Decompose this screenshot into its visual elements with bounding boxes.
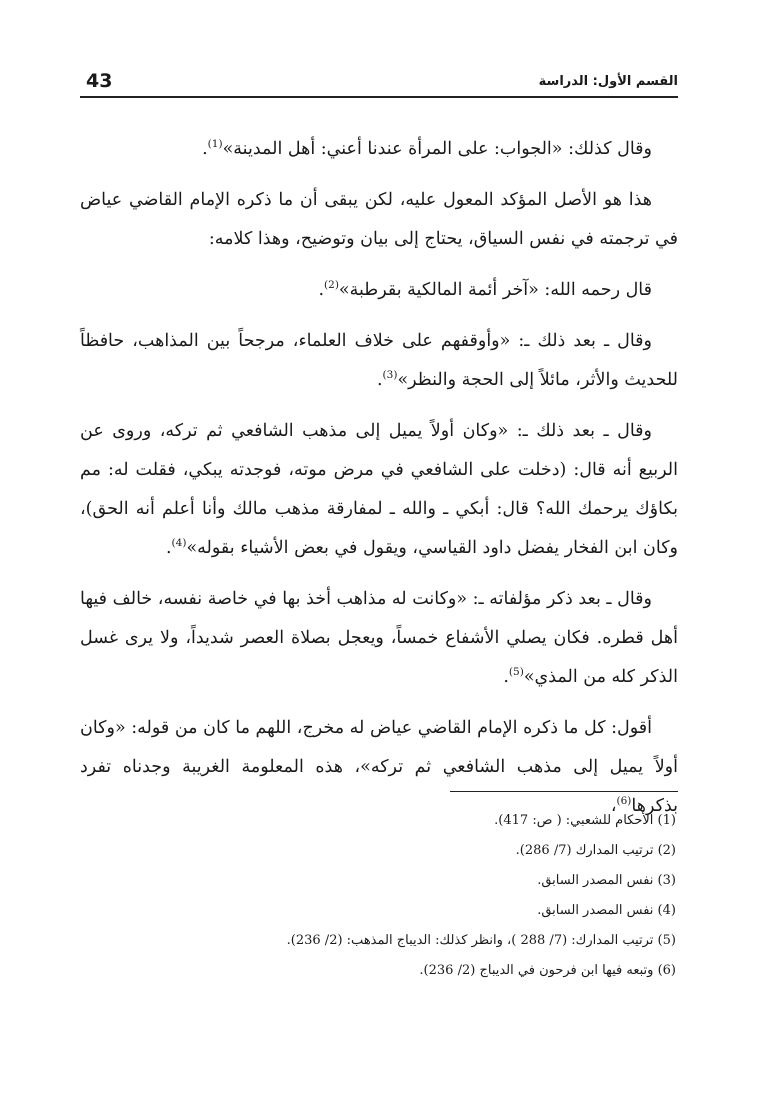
running-title: القسم الأول: الدراسة bbox=[538, 74, 678, 89]
footnote: (5) ترتيب المدارك: (7/ 288 )، وانظر كذلك: الديباج المذهب: (2/ 236). bbox=[286, 933, 676, 948]
footnote: (1) الأحكام للشعبي: ( ص: 417). bbox=[494, 813, 676, 828]
footnotes bbox=[80, 806, 678, 986]
footnote: (3) نفس المصدر السابق. bbox=[537, 873, 676, 888]
paragraph: هذا هو الأصل المؤكد المعول عليه، لكن يبقى أن ما ذكره الإمام القاضي عياض في ترجمته في نفس السياق، يحتاج إلى بيان وتوضيح، وهذا كلامه: bbox=[80, 190, 678, 249]
paragraph: وقال ـ بعد ذلك ـ: «وكان أولاً يميل إلى مذهب الشافعي ثم تركه، وروى عن الربيع أنه قال: (دخلت على الشافعي في مرض موته، فوجدته يبكي، فقلت له: مم بكاؤك يرحمك الله؟ قال: أبكي ـ والله ـ لمفارقة مذهب مالك وأنا أعلم أنه الحق)، وكان ابن الفخار يفضل داود القياسي، ويقول في بعض الأشياء بقوله»$^{(4)}$. bbox=[80, 421, 678, 558]
footnote-ref: (1) bbox=[207, 138, 223, 150]
footnote-ref: (2) bbox=[324, 279, 339, 291]
footnote: (2) ترتيب المدارك (7/ 286). bbox=[515, 843, 676, 858]
paragraph: أقول: كل ما ذكره الإمام القاضي عياض له مخرج، اللهم ما كان من قوله: «وكان أولاً يميل إلى مذهب الشافعي ثم تركه»، هذه المعلومة الغريبة وجدناه تفرد بذكرها$^{(6)}$، bbox=[80, 718, 678, 816]
footnote-ref: (3) bbox=[382, 369, 398, 381]
body-text bbox=[80, 130, 678, 838]
page-number: 43 bbox=[86, 70, 113, 92]
paragraph: وقال ـ بعد ذكر مؤلفاته ـ: «وكانت له مذاهب أخذ بها في خاصة نفسه، خالف فيها أهل قطره. فكان يصلي الأشفاع خمساً، ويعجل بصلاة العصر شديداً، ولا يرى غسل الذكر كله من المذي»$^{(5)}$. bbox=[80, 589, 678, 687]
paragraph: وقال كذلك: «الجواب: على المرأة عندنا أعني: أهل المدينة»$^{(1)}$. bbox=[202, 138, 652, 159]
footnote: (6) وتبعه فيها ابن فرحون في الديباج (2/ 236). bbox=[419, 963, 676, 978]
page-header bbox=[80, 70, 678, 98]
footnote-ref: (4) bbox=[171, 537, 187, 549]
footnote: (4) نفس المصدر السابق. bbox=[537, 903, 676, 918]
footnote-ref: (5) bbox=[508, 666, 524, 678]
footnote-divider bbox=[450, 791, 678, 792]
paragraph: قال رحمه الله: «آخر أئمة المالكية بقرطبة»$^{(2)}$. bbox=[318, 279, 652, 300]
footnote-ref: (6) bbox=[616, 795, 632, 807]
paragraph: وقال ـ بعد ذلك ـ: «وأوقفهم على خلاف العلماء، مرجحاً بين المذاهب، حافظاً للحديث والأثر، مائلاً إلى الحجة والنظر»$^{(3)}$. bbox=[80, 331, 678, 390]
